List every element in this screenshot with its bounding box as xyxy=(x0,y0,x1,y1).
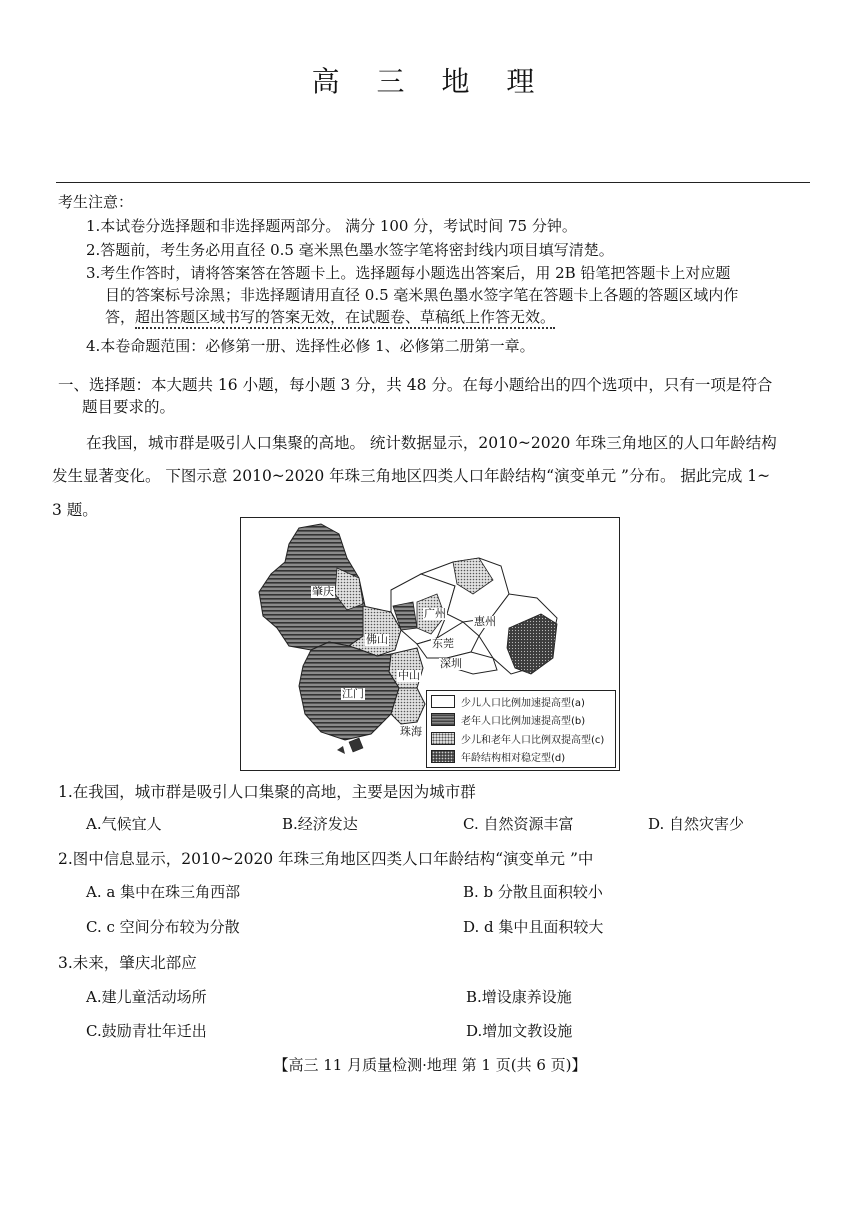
legend-swatch xyxy=(431,695,455,708)
legend-label: 老年人口比例加速提高型(b) xyxy=(461,715,586,727)
notice-item: 1.本试卷分选择题和非选择题两部分。 满分 100 分，考试时间 75 分钟。 xyxy=(86,217,577,235)
legend-label: 少儿人口比例加速提高型(a) xyxy=(461,697,585,709)
question-stem: 2.图中信息显示，2010~2020 年珠三角地区四类人口年龄结构“演变单元 ”中 xyxy=(58,850,594,868)
legend-item xyxy=(431,694,585,708)
legend-swatch xyxy=(431,732,455,745)
island xyxy=(337,746,345,754)
question-stem: 3.未来，肇庆北部应 xyxy=(58,954,197,972)
question-option: D. 自然灾害少 xyxy=(648,815,745,833)
question-option: D. d 集中且面积较大 xyxy=(463,918,604,936)
notice-item: 目的答案标号涂黑；非选择题请用直径 0.5 毫米黑色墨水签字笔在答题卡上各题的答题区域内作 xyxy=(105,286,739,304)
city-label: 中山 xyxy=(398,669,420,682)
question-option: A.建儿童活动场所 xyxy=(86,988,207,1006)
legend-swatch xyxy=(431,713,455,726)
question-option: C. 自然资源丰富 xyxy=(463,815,574,833)
page-title: 高 三 地 理 xyxy=(311,65,549,98)
question-option: A.气候宜人 xyxy=(86,815,162,833)
section-heading: 一、选择题：本大题共 16 小题，每小题 3 分，共 48 分。在每小题给出的四个选项中，只有一项是符合 xyxy=(58,376,773,394)
question-stem: 1.在我国，城市群是吸引人口集聚的高地，主要是因为城市群 xyxy=(58,783,476,801)
city-label: 东莞 xyxy=(432,637,454,650)
city-label: 广州 xyxy=(424,607,446,620)
page-footer: 【高三 11 月质量检测·地理 第 1 页(共 6 页)】 xyxy=(273,1056,587,1074)
city-label: 佛山 xyxy=(366,633,388,646)
section-heading-cont: 题目要求的。 xyxy=(82,398,176,416)
city-label: 肇庆 xyxy=(312,585,334,598)
notice-item: 答， xyxy=(105,308,136,326)
passage-line: 在我国，城市群是吸引人口集聚的高地。 统计数据显示，2010~2020 年珠三角地区的人口年龄结构 xyxy=(86,434,777,452)
question-option: A. a 集中在珠三角西部 xyxy=(86,883,241,901)
city-label: 江门 xyxy=(342,687,364,700)
notice-item-line xyxy=(105,306,555,327)
question-option: B. b 分散且面积较小 xyxy=(463,883,603,901)
header-divider xyxy=(56,182,810,183)
notice-item: 2.答题前，考生务必用直径 0.5 毫米黑色墨水签字笔将密封线内项目填写清楚。 xyxy=(86,241,614,259)
legend-item xyxy=(431,712,585,726)
legend-item xyxy=(431,731,604,745)
legend-label: 年龄结构相对稳定型(d) xyxy=(461,752,566,764)
question-option: B.经济发达 xyxy=(282,815,358,833)
notice-heading: 考生注意： xyxy=(58,193,134,211)
legend-item xyxy=(431,749,565,763)
question-option: B.增设康养设施 xyxy=(466,988,572,1006)
passage-line: 发生显著变化。 下图示意 2010~2020 年珠三角地区四类人口年龄结构“演变单元 ”分布。 据此完成 1~ xyxy=(52,467,771,485)
city-label: 深圳 xyxy=(440,657,462,670)
island xyxy=(349,738,363,752)
notice-item: 3.考生作答时，请将答案答在答题卡上。选择题每小题选出答案后，用 2B 铅笔把答题卡上对应题 xyxy=(86,264,731,282)
map-legend xyxy=(426,690,616,768)
question-option: D.增加文教设施 xyxy=(466,1022,573,1040)
notice-item-emphasis: 超出答题区域书写的答案无效，在试题卷、草稿纸上作答无效。 xyxy=(135,308,555,329)
legend-swatch xyxy=(431,750,455,763)
city-label: 惠州 xyxy=(474,615,496,628)
question-option: C.鼓励青壮年迁出 xyxy=(86,1022,207,1040)
legend-label: 少儿和老年人口比例双提高型(c) xyxy=(461,734,605,746)
question-option: C. c 空间分布较为分散 xyxy=(86,918,240,936)
city-label: 珠海 xyxy=(400,725,422,738)
notice-item: 4.本卷命题范围：必修第一册、选择性必修 1、必修第二册第一章。 xyxy=(86,337,535,355)
passage-line: 3 题。 xyxy=(52,501,98,519)
